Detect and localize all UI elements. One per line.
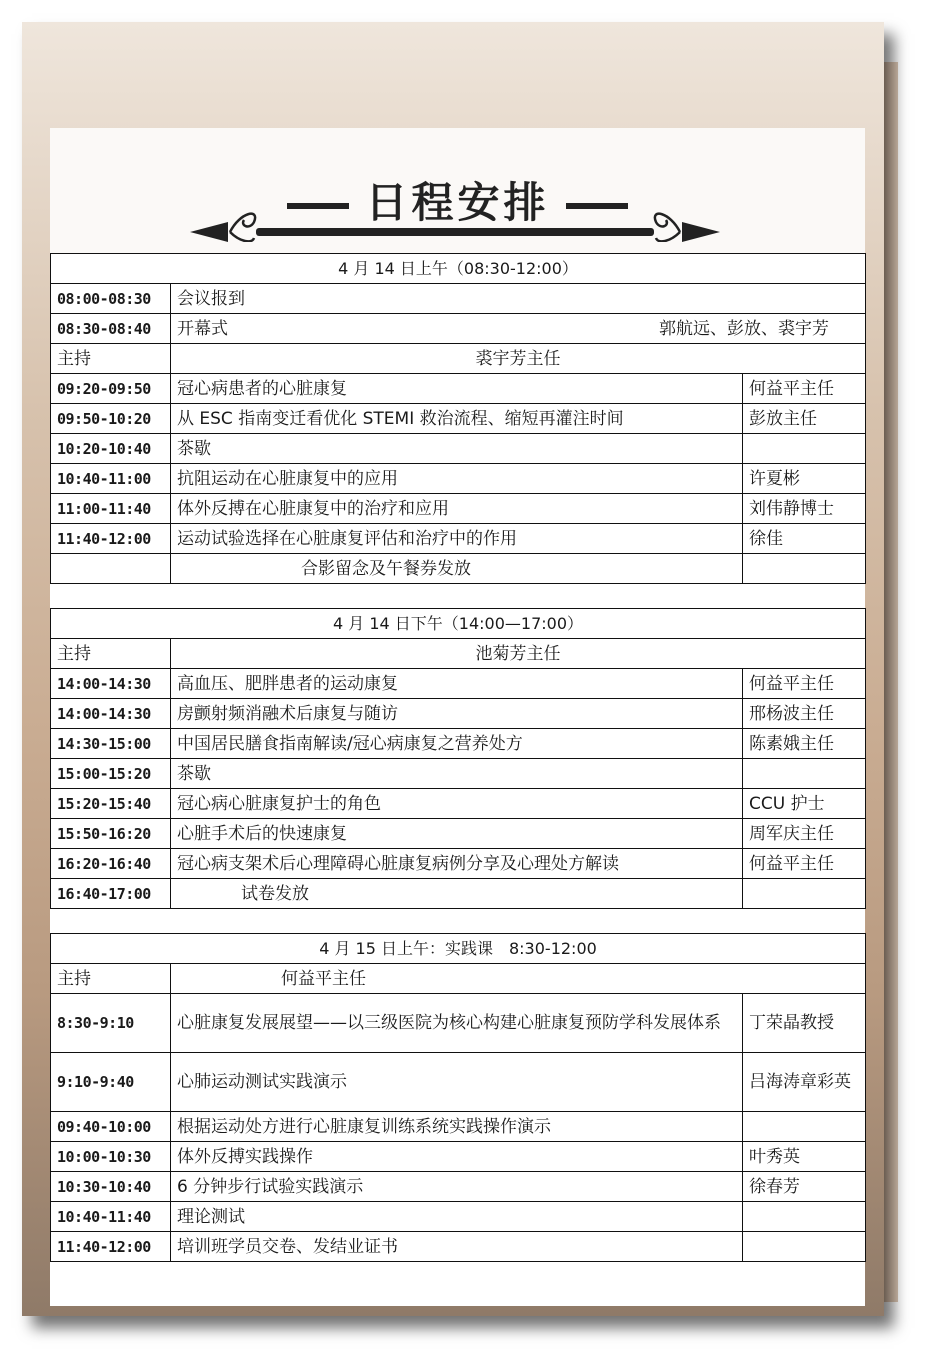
session-topic: 房颤射频消融术后康复与随访 (171, 699, 743, 729)
session-time (51, 554, 171, 584)
table-row (51, 554, 866, 584)
session-time: 11:00-11:40 (51, 494, 171, 524)
session-time: 09:20-09:50 (51, 374, 171, 404)
section-header-row (51, 609, 866, 639)
schedule-body (51, 254, 866, 1262)
session-topic: 试卷发放 (171, 879, 743, 909)
session-topic: 合影留念及午餐券发放 (171, 554, 743, 584)
session-topic: 冠心病心脏康复护士的角色 (171, 789, 743, 819)
table-row (51, 434, 866, 464)
host-name: 裘宇芳主任 (171, 344, 866, 374)
section-header-row (51, 934, 866, 964)
session-speaker: 何益平主任 (743, 669, 866, 699)
session-time: 16:40-17:00 (51, 879, 171, 909)
section-spacer (51, 584, 866, 609)
session-time: 10:40-11:40 (51, 1202, 171, 1232)
session-speaker: 周军庆主任 (743, 819, 866, 849)
spacer-cell (51, 584, 866, 609)
table-row (51, 284, 866, 314)
table-row (51, 1053, 866, 1112)
frame-edge (884, 62, 898, 1302)
table-row (51, 789, 866, 819)
host-name: 何益平主任 (171, 964, 866, 994)
session-time: 11:40-12:00 (51, 1232, 171, 1262)
section-header: 4 月 14 日下午（14:00—17:00） (51, 609, 866, 639)
session-topic: 开幕式 (177, 318, 228, 339)
session-time: 14:00-14:30 (51, 669, 171, 699)
table-row (51, 344, 866, 374)
page-title-text: 日程安排 (365, 178, 550, 227)
table-row (51, 699, 866, 729)
session-time: 09:40-10:00 (51, 1112, 171, 1142)
table-row (51, 1202, 866, 1232)
session-speaker: 何益平主任 (743, 849, 866, 879)
session-topic: 理论测试 (171, 1202, 743, 1232)
table-row (51, 374, 866, 404)
session-time: 08:30-08:40 (51, 314, 171, 344)
session-speaker (743, 879, 866, 909)
table-row (51, 759, 866, 789)
session-speaker: CCU 护士 (743, 789, 866, 819)
session-topic: 6 分钟步行试验实践演示 (171, 1172, 743, 1202)
session-topic: 冠心病患者的心脏康复 (171, 374, 743, 404)
session-topic: 茶歇 (171, 759, 743, 789)
session-topic: 从 ESC 指南变迁看优化 STEMI 救治流程、缩短再灌注时间 (171, 404, 743, 434)
session-topic: 体外反搏在心脏康复中的治疗和应用 (171, 494, 743, 524)
host-label: 主持 (51, 639, 171, 669)
session-time: 8:30-9:10 (51, 994, 171, 1053)
ornament-divider-icon (190, 198, 720, 242)
session-time: 15:50-16:20 (51, 819, 171, 849)
session-topic: 培训班学员交卷、发结业证书 (171, 1232, 743, 1262)
table-row (51, 494, 866, 524)
table-row (51, 1232, 866, 1262)
session-speaker: 吕海涛章彩英 (743, 1053, 866, 1112)
session-speaker (743, 1112, 866, 1142)
table-row (51, 404, 866, 434)
session-speaker: 郭航远、彭放、裘宇芳 (659, 318, 829, 339)
session-time: 10:00-10:30 (51, 1142, 171, 1172)
session-speaker: 许夏彬 (743, 464, 866, 494)
session-speaker: 徐佳 (743, 524, 866, 554)
session-topic: 茶歇 (171, 434, 743, 464)
session-time: 9:10-9:40 (51, 1053, 171, 1112)
schedule-table (50, 253, 866, 1262)
table-row (51, 1142, 866, 1172)
host-label: 主持 (51, 964, 171, 994)
session-topic: 冠心病支架术后心理障碍心脏康复病例分享及心理处方解读 (171, 849, 743, 879)
session-topic: 高血压、肥胖患者的运动康复 (171, 669, 743, 699)
table-row (51, 314, 866, 344)
session-speaker (743, 1202, 866, 1232)
session-speaker: 徐春芳 (743, 1172, 866, 1202)
section-header: 4 月 14 日上午（08:30-12:00） (51, 254, 866, 284)
session-speaker (743, 554, 866, 584)
session-speaker (743, 434, 866, 464)
table-row (51, 879, 866, 909)
table-row (51, 1112, 866, 1142)
session-speaker (743, 1232, 866, 1262)
session-speaker: 叶秀英 (743, 1142, 866, 1172)
session-time: 10:30-10:40 (51, 1172, 171, 1202)
session-topic: 根据运动处方进行心脏康复训练系统实践操作演示 (171, 1112, 743, 1142)
table-row (51, 819, 866, 849)
section-header: 4 月 15 日上午：实践课 8:30-12:00 (51, 934, 866, 964)
table-row (51, 994, 866, 1053)
section-spacer (51, 909, 866, 934)
table-row (51, 639, 866, 669)
session-time: 11:40-12:00 (51, 524, 171, 554)
session-time: 08:00-08:30 (51, 284, 171, 314)
session-speaker: 何益平主任 (743, 374, 866, 404)
section-header-row (51, 254, 866, 284)
table-row (51, 964, 866, 994)
session-topic-cell (171, 314, 866, 344)
session-time: 16:20-16:40 (51, 849, 171, 879)
session-topic: 心脏康复发展展望——以三级医院为核心构建心脏康复预防学科发展体系 (171, 994, 743, 1053)
host-name: 池菊芳主任 (171, 639, 866, 669)
session-speaker (743, 759, 866, 789)
table-row (51, 524, 866, 554)
session-time: 09:50-10:20 (51, 404, 171, 434)
session-topic: 中国居民膳食指南解读/冠心病康复之营养处方 (171, 729, 743, 759)
table-row (51, 669, 866, 699)
session-topic: 抗阻运动在心脏康复中的应用 (171, 464, 743, 494)
table-row (51, 849, 866, 879)
session-speaker: 彭放主任 (743, 404, 866, 434)
session-speaker: 邢杨波主任 (743, 699, 866, 729)
session-time: 10:40-11:00 (51, 464, 171, 494)
session-time: 15:20-15:40 (51, 789, 171, 819)
session-speaker: 丁荣晶教授 (743, 994, 866, 1053)
session-speaker: 刘伟静博士 (743, 494, 866, 524)
spacer-cell (51, 909, 866, 934)
host-label: 主持 (51, 344, 171, 374)
session-time: 14:00-14:30 (51, 699, 171, 729)
session-topic: 体外反搏实践操作 (171, 1142, 743, 1172)
session-topic: 运动试验选择在心脏康复评估和治疗中的作用 (171, 524, 743, 554)
session-time: 15:00-15:20 (51, 759, 171, 789)
session-time: 14:30-15:00 (51, 729, 171, 759)
session-topic: 心肺运动测试实践演示 (171, 1053, 743, 1112)
session-topic: 心脏手术后的快速康复 (171, 819, 743, 849)
session-topic: 会议报到 (171, 284, 866, 314)
table-row (51, 729, 866, 759)
table-row (51, 1172, 866, 1202)
session-speaker: 陈素娥主任 (743, 729, 866, 759)
session-time: 10:20-10:40 (51, 434, 171, 464)
table-row (51, 464, 866, 494)
